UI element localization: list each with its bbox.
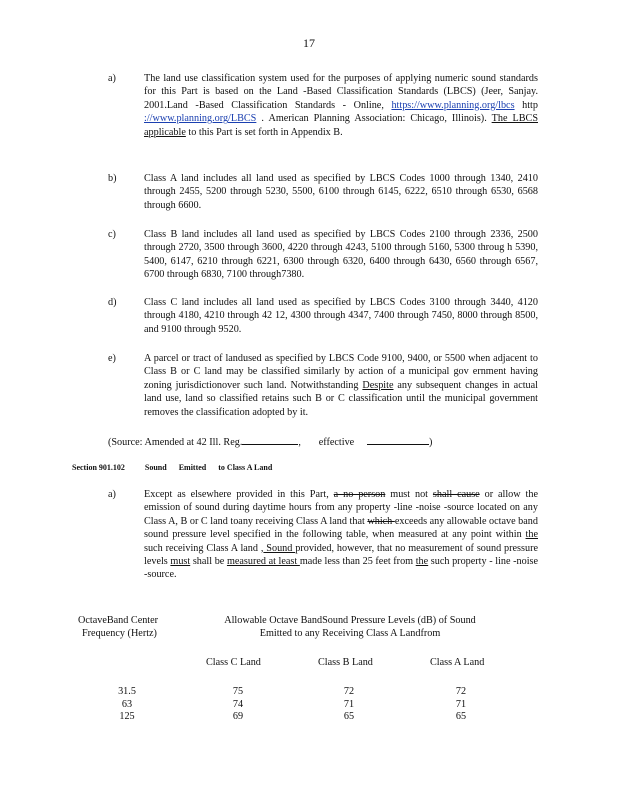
inserted-text: the [415, 556, 429, 568]
paragraph-label: a) [108, 73, 116, 84]
deleted-text: shall cause [432, 489, 480, 500]
inserted-text: The LBCS applicable [144, 113, 538, 138]
section-title-word: to Class A Land [218, 463, 273, 472]
table-cell: 65 [455, 711, 467, 723]
source-note [108, 434, 432, 448]
section-number: Section 901.102 [72, 463, 125, 472]
class-b-column [329, 686, 369, 724]
lbcs-link[interactable]: https://www.planning.org/lbcs [391, 99, 515, 111]
paragraph-text: Class A land includes all land used as specified by LBCS Codes 1000 through 1340, 2410 through 2455, 5200 through 5230, 5500, 6100 through 6145, 6222, 6510 through 6530, 6568 through 6600. [144, 173, 538, 211]
column-header-class-b: Class B Land [318, 657, 373, 668]
inserted-text: the [525, 529, 538, 541]
source-comma: , [298, 437, 301, 448]
table-cell: 75 [232, 686, 244, 697]
frequency-column [102, 686, 152, 724]
source-prefix: (Source: Amended at 42 Ill. Reg. [108, 437, 243, 448]
table-cell: 65 [343, 711, 355, 723]
header-line: Emitted to any Receiving Class A Landfrom [259, 628, 441, 639]
header-line: Allowable Octave BandSound Pressure Levels (dB) of Sound [224, 615, 476, 626]
section-heading [72, 463, 282, 472]
paragraph-label: b) [108, 173, 117, 184]
class-c-column [218, 686, 258, 724]
text-run: The land use classification system used for the purposes of applying numeric sound standards for this Part is based on the Land -Based Classification Standards (LBCS) (Jeer, Sanjay. 2001.Land -Based Classification Standards - Online, [144, 73, 538, 111]
blank-register-page [242, 434, 298, 445]
table-cell: 71 [343, 698, 355, 710]
source-effective: effective [318, 437, 355, 448]
table-cell: 72 [343, 686, 355, 697]
section-title-word: Emitted [178, 463, 207, 472]
page-number: 17 [303, 36, 315, 50]
inserted-text: Despite [362, 379, 394, 391]
table-cell: 74 [232, 698, 244, 710]
paragraph-label: a) [108, 489, 116, 500]
text-run: http [514, 99, 538, 111]
paragraph-label: c) [108, 229, 116, 240]
column-header-class-a: Class A Land [430, 657, 485, 668]
class-a-column [441, 686, 481, 724]
text-run: to this Part is set forth in Appendix B. [185, 126, 343, 138]
paragraph-label: e) [108, 353, 116, 364]
header-line: Frequency (Hertz) [82, 628, 157, 639]
text-run: such receiving Class A land , [144, 542, 264, 554]
table-cell: 63 [121, 698, 133, 710]
text-run: shall be [190, 556, 227, 568]
table-cell: 71 [455, 698, 467, 710]
text-run: made less than 25 feet from [299, 556, 416, 568]
text-run: provided, however, that no measurement of sound pressure levels [144, 542, 538, 568]
section-title-word: Sound [144, 463, 167, 472]
table-cell: 72 [455, 686, 467, 697]
inserted-text: measured at least [226, 556, 300, 568]
text-run: such property - line -noise -source. [144, 556, 539, 581]
source-close: ) [428, 437, 433, 448]
text-run: any subsequent changes in actual land use, land so classified retains such B or C classification until the municipal government removes the classification adopted by it. [144, 379, 538, 418]
text-run: A parcel or tract of landused as specified by LBCS Code 9100, 9400, or 5500 when adjacent to Class B or C land may be classified similarly by action of a municipal gov ernment having zoning jurisdictionover such land. Notwithstanding [144, 353, 538, 391]
table-cell: 69 [232, 711, 244, 723]
paragraph-text: Class C land includes all land used as specified by LBCS Codes 3100 through 3440, 4120 through 4180, 4210 through 42 12, 4300 through 4347, 7400 through 7450, 8000 through 8500, and 9100 through 9520. [144, 297, 538, 335]
paragraph-text [144, 72, 538, 139]
column-header-class-c: Class C Land [206, 657, 261, 668]
lbcs-link-2[interactable]: ://www.planning.org/LBCS [144, 113, 257, 125]
text-run: Except as elsewhere provided in this Part, [144, 489, 334, 500]
paragraph-text: Class B land includes all land used as specified by LBCS Codes 2100 through 2336, 2500 through 2720, 3500 through 3600, 4220 through 4243, 5100 through 5160, 5300 throug h 5390, 5400, 6147, 6210 through 6221, 6300 through 6320, 6400 through 6430, 6560 through 6567, 6700 through 6830, 7100 through7380. [144, 229, 538, 281]
text-run: or allow the emission of sound during daytime hours from any property -line -noise -source located on any Class A, B or C land toany receiving Class A land that [144, 489, 538, 527]
table-cell: 125 [119, 711, 135, 723]
text-run: exceeds any allowable octave band sound pressure level specified in the following table, when measured at any point within [144, 515, 538, 541]
blank-effective-date [367, 434, 429, 445]
deleted-text: a no person [333, 489, 386, 500]
frequency-header [78, 614, 158, 640]
deleted-text: which [367, 515, 395, 527]
paragraph-text [144, 352, 538, 419]
text-run: . American Planning Association: Chicago, Illinois). [256, 113, 492, 125]
inserted-text: Sound [263, 542, 296, 554]
header-line: OctaveBand Center [78, 615, 159, 626]
paragraph-label: d) [108, 297, 117, 308]
inserted-text: must [170, 556, 191, 568]
table-cell: 31.5 [118, 686, 136, 697]
text-run: must not [385, 489, 433, 500]
levels-header [200, 614, 500, 640]
paragraph-text [144, 488, 538, 582]
